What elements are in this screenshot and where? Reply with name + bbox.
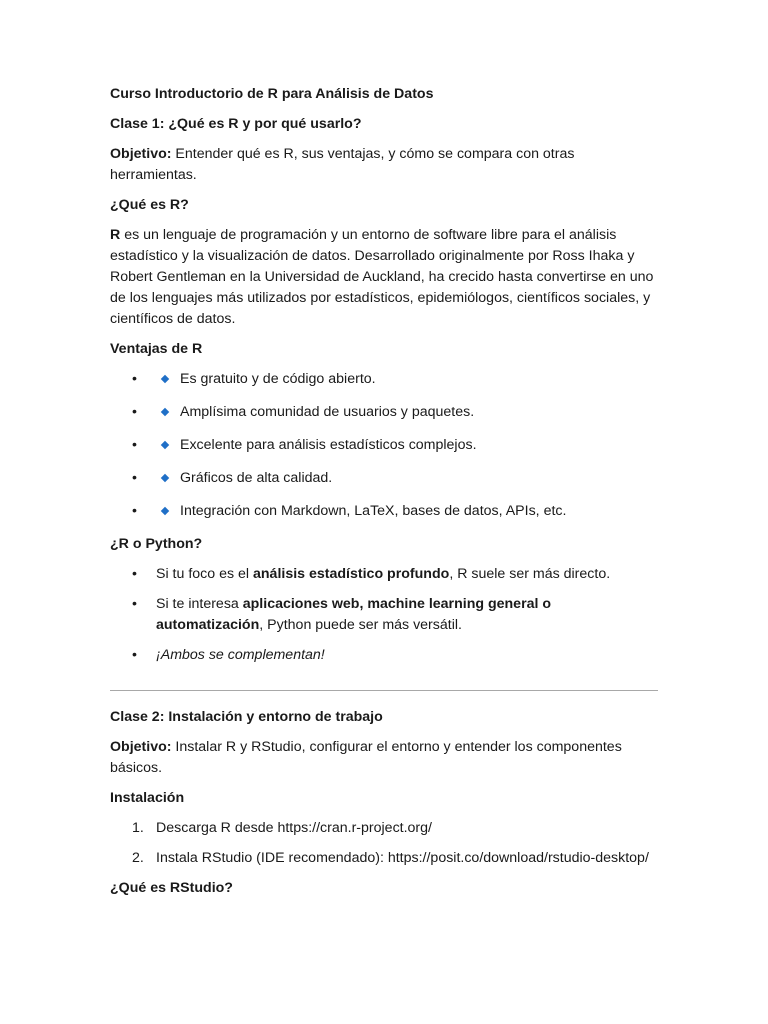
step-text: Instala RStudio (IDE recomendado): https://posit.co/download/rstudio-desktop/ bbox=[156, 850, 649, 866]
bullet-icon: • bbox=[132, 470, 137, 486]
what-is-r-paragraph bbox=[110, 225, 658, 330]
document-title: Curso Introductorio de R para Análisis de Datos bbox=[110, 86, 434, 102]
advantage-text: Gráficos de alta calidad. bbox=[180, 470, 333, 486]
advantage-text: Integración con Markdown, LaTeX, bases de datos, APIs, etc. bbox=[180, 503, 567, 519]
compare-bold: análisis estadístico profundo bbox=[253, 566, 450, 582]
list-item bbox=[110, 501, 658, 522]
list-item bbox=[110, 468, 658, 489]
bullet-icon: • bbox=[132, 647, 137, 663]
section-divider bbox=[110, 690, 658, 691]
bullet-icon: • bbox=[132, 371, 137, 387]
objective-text: Entender qué es R, sus ventajas, y cómo se compara con otras herramientas. bbox=[110, 146, 575, 183]
advantage-text: Es gratuito y de código abierto. bbox=[180, 371, 376, 387]
list-item bbox=[110, 818, 658, 839]
install-steps bbox=[110, 818, 658, 869]
advantage-text: Amplísima comunidad de usuarios y paquetes. bbox=[180, 404, 475, 420]
r-or-python-heading: ¿R o Python? bbox=[110, 536, 203, 552]
clase2-objective bbox=[110, 737, 658, 779]
clase1-objective bbox=[110, 144, 658, 186]
document-page bbox=[110, 84, 658, 899]
list-item bbox=[110, 369, 658, 390]
list-item bbox=[110, 848, 658, 869]
diamond-icon bbox=[161, 441, 169, 449]
compare-text: , Python puede ser más versátil. bbox=[259, 617, 462, 633]
what-is-r-heading: ¿Qué es R? bbox=[110, 197, 189, 213]
advantage-text: Excelente para análisis estadísticos complejos. bbox=[180, 437, 477, 453]
bullet-icon: • bbox=[132, 596, 137, 612]
step-number: 1. bbox=[132, 820, 144, 836]
compare-text: , R suele ser más directo. bbox=[449, 566, 611, 582]
step-text: Descarga R desde https://cran.r-project.org/ bbox=[156, 820, 432, 836]
compare-text: Si te interesa bbox=[156, 596, 243, 612]
install-heading: Instalación bbox=[110, 790, 185, 806]
list-item bbox=[110, 402, 658, 423]
bullet-icon: • bbox=[132, 503, 137, 519]
bullet-icon: • bbox=[132, 566, 137, 582]
r-bold: R bbox=[110, 227, 121, 243]
bullet-icon: • bbox=[132, 404, 137, 420]
list-item bbox=[110, 435, 658, 456]
compare-text: Si tu foco es el bbox=[156, 566, 253, 582]
diamond-icon bbox=[161, 375, 169, 383]
comparison-list bbox=[110, 564, 658, 666]
clase1-heading: Clase 1: ¿Qué es R y por qué usarlo? bbox=[110, 116, 362, 132]
rstudio-heading: ¿Qué es RStudio? bbox=[110, 880, 233, 896]
advantages-heading: Ventajas de R bbox=[110, 341, 203, 357]
advantages-list bbox=[110, 369, 658, 522]
objective-label: Objetivo: bbox=[110, 146, 172, 162]
diamond-icon bbox=[161, 507, 169, 515]
list-item bbox=[110, 564, 658, 585]
objective-label: Objetivo: bbox=[110, 739, 172, 755]
objective-text: Instalar R y RStudio, configurar el entorno y entender los componentes básicos. bbox=[110, 739, 622, 776]
compare-bold: aplicaciones web, machine learning general o automatización bbox=[156, 596, 552, 633]
diamond-icon bbox=[161, 408, 169, 416]
bullet-icon: • bbox=[132, 437, 137, 453]
compare-italic: ¡Ambos se complementan! bbox=[156, 647, 325, 663]
list-item bbox=[110, 645, 658, 666]
what-is-r-text: es un lenguaje de programación y un entorno de software libre para el análisis estadístico y la visualización de datos. Desarrollado originalmente por Ross Ihaka y Robert Gentleman en la Universidad de Auckland, ha crecido hasta convertirse en uno de los lenguajes más utilizados por estadísticos, epidemiólogos, científicos sociales, y científicos de datos. bbox=[110, 227, 654, 327]
list-item bbox=[110, 594, 658, 636]
step-number: 2. bbox=[132, 850, 144, 866]
clase2-heading: Clase 2: Instalación y entorno de trabajo bbox=[110, 709, 383, 725]
diamond-icon bbox=[161, 474, 169, 482]
